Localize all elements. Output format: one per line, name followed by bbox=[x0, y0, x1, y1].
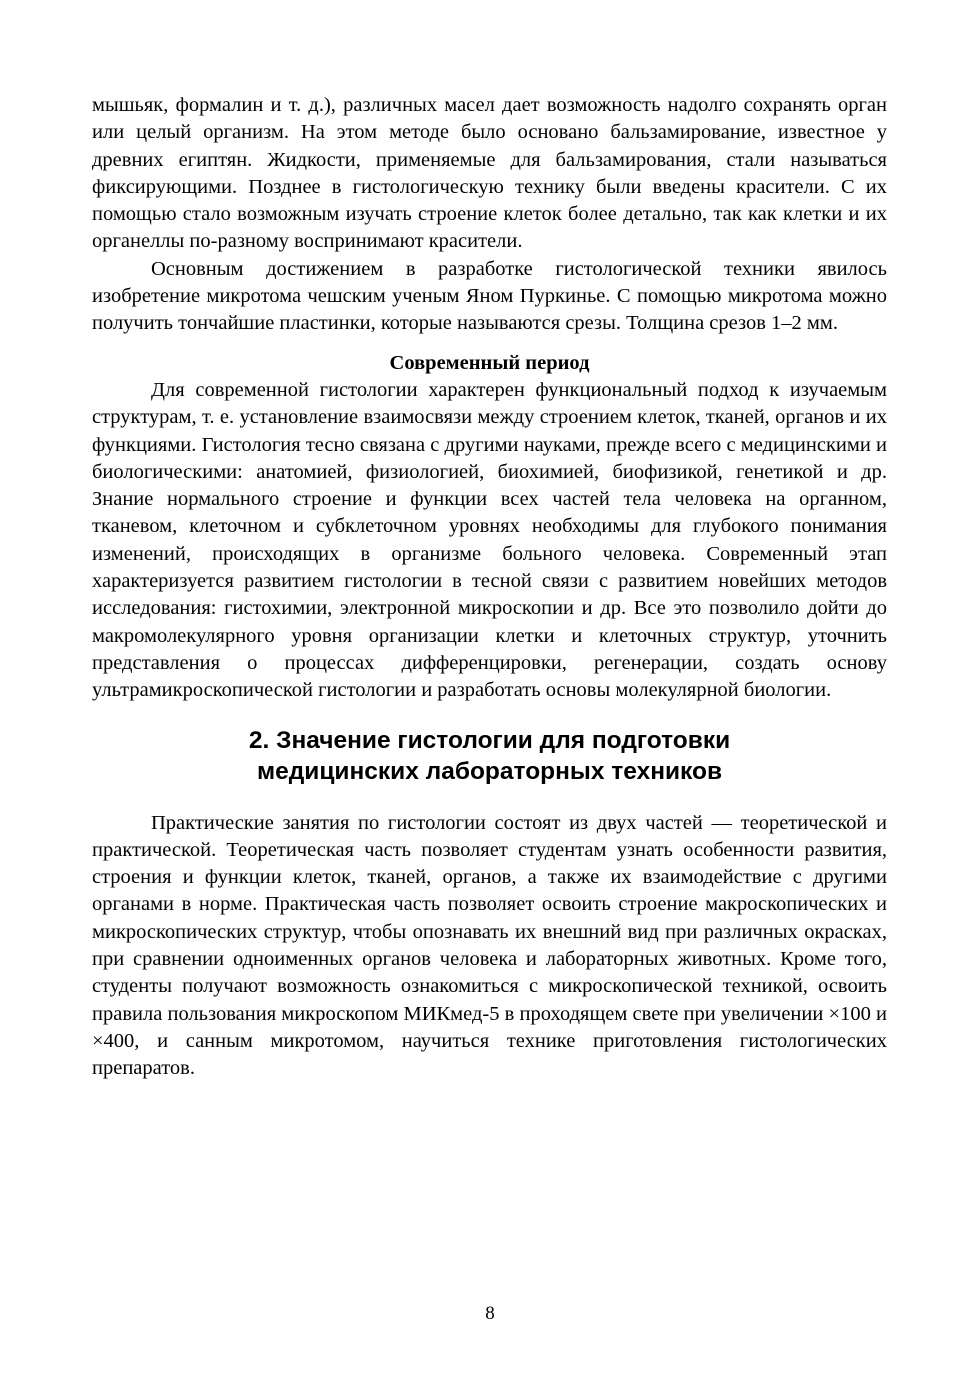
page-number: 8 bbox=[485, 1303, 495, 1324]
microtome-paragraph: Основным достижением в разработке гистологической техники явилось изобретение микротома чешским ученым Яном Пуркинье. С помощью микротома можно получить тончайшие пластинки, которые называются срезы. Толщина срезов 1–2 мм. bbox=[92, 257, 887, 335]
modern-period-heading: Современный период bbox=[389, 351, 590, 374]
page-content bbox=[92, 92, 887, 1083]
section-2-heading-line-2: медицинских лабораторных техников bbox=[256, 757, 723, 785]
section-2-heading bbox=[92, 725, 887, 787]
intro-paragraph-continued: мышьяк, формалин и т. д.), различных масел дает возможность надолго сохранять орган или целый организм. На этом методе было основано бальзамирование, известное у древних египтян. Жидкости, применяемые для бальзамирования, стали называться фиксирующими. Позднее в гистологическую технику были введены красители. С их помощью стало возможным изучать строение клеток более детально, так как клетки и их органеллы по-разному воспринимают красители. bbox=[92, 94, 887, 253]
section-2-paragraph: Практические занятия по гистологии состоят из двух частей — теоретической и практической. Теоретическая часть позволяет студентам узнать особенности развития, строения и функции клеток, тканей, органов, а также их взаимодействие с другими органами в норме. Практическая часть позволяет освоить строение макроскопических и микроскопических структур, чтобы опознавать их внешний вид при различных окрасках, при сравнении одноименных органов человека и лабораторных животных. Кроме того, студенты получают возможность ознакомиться с микроскопической техникой, освоить правила пользования микроскопом МИКмед-5 в проходящем свете при увеличении ×100 и ×400, и санным микротомом, научиться технике приготовления гистологических препаратов. bbox=[92, 811, 887, 1080]
section-2-heading-line-1: 2. Значение гистологии для подготовки bbox=[248, 726, 731, 754]
modern-period-paragraph: Для современной гистологии характерен функциональный подход к изучаемым структурам, т. е. установление взаимосвязи между строением клеток, тканей, органов и их функциями. Гистология тесно связана с другими науками, прежде всего с медицинскими и биологическими: анатомией, физиологией, биохимией, биофизикой, генетикой и др. Знание нормального строение и функции всех частей тела человека на органном, тканевом, клеточном и субклеточном уровнях необходимы для глубокого понимания изменений, происходящих в организме больного человека. Современный этап характеризуется развитием гистологии в тесной связи с развитием новейших методов исследования: гистохимии, электронной микроскопии и др. Все это позволило дойти до макромолекулярного уровня организации клетки и клеточных структур, уточнить представления о процессах дифференцировки, регенерации, создать основу ультрамикроскопической гистологии и разработать основы молекулярной биологии. bbox=[92, 378, 887, 702]
